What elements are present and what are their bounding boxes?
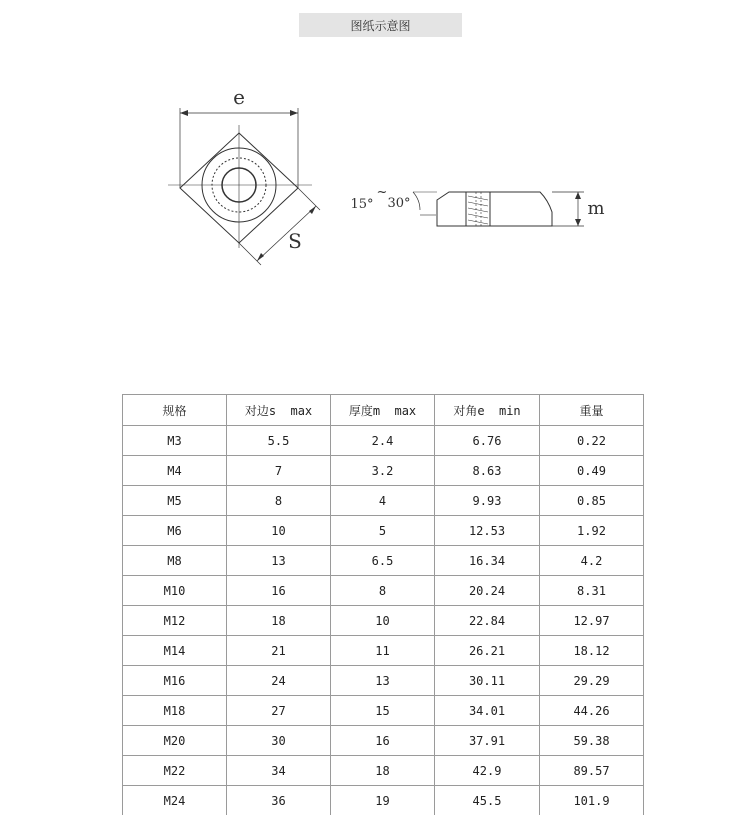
- cell-spec: M22: [123, 756, 227, 786]
- cell-spec: M24: [123, 786, 227, 816]
- table-row: [123, 546, 644, 576]
- cell-spec: M10: [123, 576, 227, 606]
- table-row: [123, 426, 644, 456]
- cell-m-max: 16: [331, 726, 435, 756]
- cell-m-max: 19: [331, 786, 435, 816]
- cell-s-max: 34: [227, 756, 331, 786]
- spec-table: [122, 394, 644, 815]
- table-row: [123, 516, 644, 546]
- cell-e-min: 8.63: [435, 456, 540, 486]
- table-row: [123, 756, 644, 786]
- cell-weight: 18.12: [540, 636, 644, 666]
- col-header-s-max: 对边s max: [227, 395, 331, 426]
- cell-spec: M3: [123, 426, 227, 456]
- cell-m-max: 18: [331, 756, 435, 786]
- cell-s-max: 27: [227, 696, 331, 726]
- table-header-row: [123, 395, 644, 426]
- section-title: [299, 13, 462, 37]
- cell-weight: 101.9: [540, 786, 644, 816]
- cell-m-max: 15: [331, 696, 435, 726]
- dim-label-e: e: [233, 85, 245, 109]
- cell-spec: M8: [123, 546, 227, 576]
- section-title-text: 图纸示意图: [350, 18, 411, 33]
- cell-m-max: 13: [331, 666, 435, 696]
- cell-m-max: 10: [331, 606, 435, 636]
- col-header-m-max: 厚度m max: [331, 395, 435, 426]
- col-header-spec: 规格: [123, 395, 227, 426]
- cell-s-max: 10: [227, 516, 331, 546]
- cell-m-max: 11: [331, 636, 435, 666]
- cell-s-max: 7: [227, 456, 331, 486]
- angle-label-15: 15°: [350, 197, 374, 212]
- cell-s-max: 16: [227, 576, 331, 606]
- cell-e-min: 30.11: [435, 666, 540, 696]
- table-row: [123, 696, 644, 726]
- cell-s-max: 5.5: [227, 426, 331, 456]
- cell-m-max: 2.4: [331, 426, 435, 456]
- cell-spec: M16: [123, 666, 227, 696]
- table-row: [123, 636, 644, 666]
- angle-label-30: 30°: [387, 196, 411, 211]
- cell-e-min: 37.91: [435, 726, 540, 756]
- cell-s-max: 24: [227, 666, 331, 696]
- dim-label-s: S: [288, 229, 302, 253]
- cell-e-min: 34.01: [435, 696, 540, 726]
- cell-e-min: 20.24: [435, 576, 540, 606]
- cell-weight: 1.92: [540, 516, 644, 546]
- angle-tilde: ~: [376, 185, 388, 200]
- col-header-weight: 重量: [540, 395, 644, 426]
- cell-weight: 0.22: [540, 426, 644, 456]
- cell-s-max: 18: [227, 606, 331, 636]
- table-row: [123, 456, 644, 486]
- table-row: [123, 666, 644, 696]
- cell-spec: M12: [123, 606, 227, 636]
- cell-m-max: 8: [331, 576, 435, 606]
- cell-weight: 89.57: [540, 756, 644, 786]
- cell-e-min: 6.76: [435, 426, 540, 456]
- cell-weight: 0.85: [540, 486, 644, 516]
- cell-m-max: 3.2: [331, 456, 435, 486]
- cell-weight: 4.2: [540, 546, 644, 576]
- cell-e-min: 26.21: [435, 636, 540, 666]
- cell-e-min: 22.84: [435, 606, 540, 636]
- table-row: [123, 576, 644, 606]
- cell-spec: M20: [123, 726, 227, 756]
- cell-weight: 8.31: [540, 576, 644, 606]
- cell-e-min: 16.34: [435, 546, 540, 576]
- cell-weight: 29.29: [540, 666, 644, 696]
- table-row: [123, 486, 644, 516]
- cell-m-max: 6.5: [331, 546, 435, 576]
- cell-weight: 59.38: [540, 726, 644, 756]
- cell-s-max: 21: [227, 636, 331, 666]
- cell-m-max: 4: [331, 486, 435, 516]
- cell-spec: M14: [123, 636, 227, 666]
- cell-spec: M18: [123, 696, 227, 726]
- cell-s-max: 30: [227, 726, 331, 756]
- cell-e-min: 45.5: [435, 786, 540, 816]
- cell-weight: 0.49: [540, 456, 644, 486]
- cell-s-max: 13: [227, 546, 331, 576]
- cell-spec: M6: [123, 516, 227, 546]
- table-row: [123, 726, 644, 756]
- nut-outline-side: [437, 192, 552, 226]
- cell-weight: 12.97: [540, 606, 644, 636]
- cell-e-min: 9.93: [435, 486, 540, 516]
- table-row: [123, 606, 644, 636]
- table-row: [123, 786, 644, 816]
- cell-spec: M4: [123, 456, 227, 486]
- cell-e-min: 12.53: [435, 516, 540, 546]
- dim-label-m: m: [587, 198, 605, 219]
- square-nut-drawing: [0, 60, 750, 280]
- cell-spec: M5: [123, 486, 227, 516]
- col-header-e-min: 对角e min: [435, 395, 540, 426]
- cell-e-min: 42.9: [435, 756, 540, 786]
- cell-weight: 44.26: [540, 696, 644, 726]
- cell-m-max: 5: [331, 516, 435, 546]
- cell-s-max: 36: [227, 786, 331, 816]
- cell-s-max: 8: [227, 486, 331, 516]
